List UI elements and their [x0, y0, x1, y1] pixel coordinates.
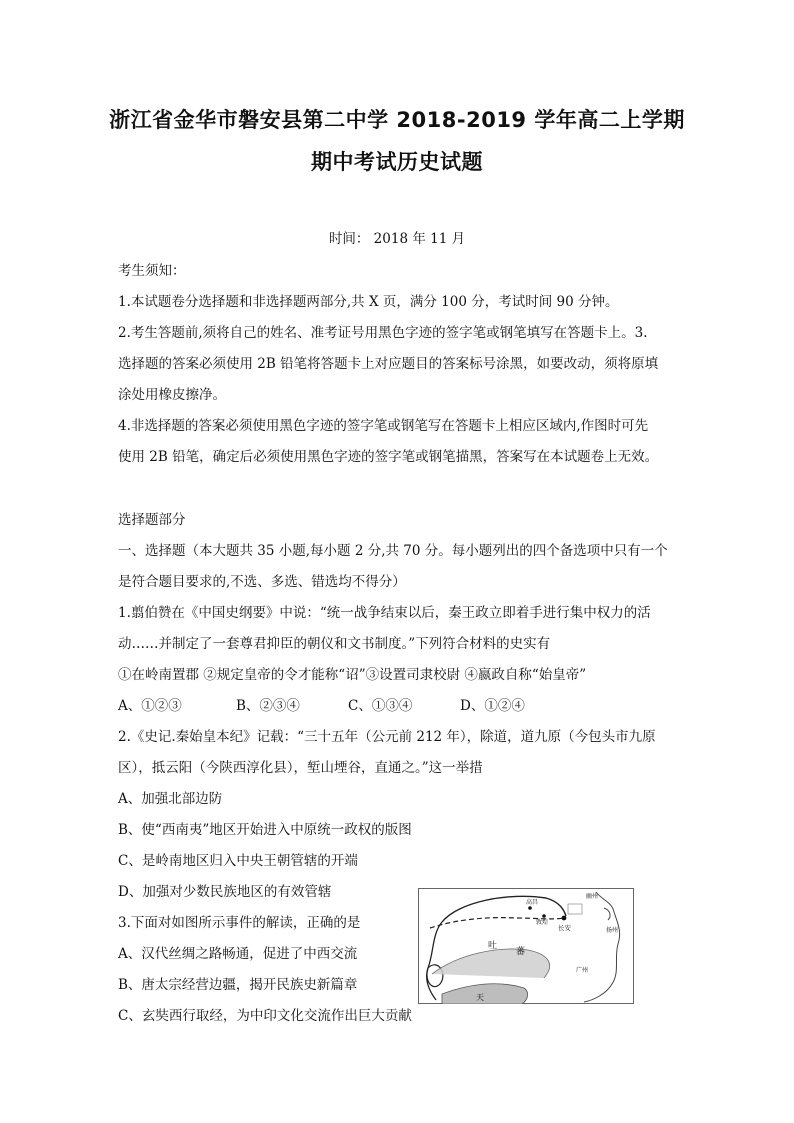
map-label-youzhou: 幽州 — [586, 893, 599, 900]
q3-option-b[interactable]: B、唐太宗经营边疆，揭开民族史新篇章 — [118, 977, 358, 993]
map-label-tian: 天 — [476, 993, 484, 1002]
q1-stem-line-2: 动……并制定了一套尊君抑臣的朝仪和文书制度。”下列符合材料的史实有 — [118, 636, 551, 652]
section-intro-line-1: 一、选择题（本大题共 35 小题,每小题 2 分,共 70 分。每小题列出的四个备选项中只有一个 — [118, 543, 668, 559]
map-label-tu: 吐 — [488, 941, 498, 951]
exam-title-line-1: 浙江省金华市磐安县第二中学 2018-2019 学年高二上学期 — [109, 108, 685, 132]
exam-title-line-2: 期中考试历史试题 — [311, 150, 483, 174]
map-label-dunhuang: 敦煌 — [536, 919, 549, 926]
q3-stem: 3.下面对如图所示事件的解读，正确的是 — [118, 915, 361, 931]
q2-option-d[interactable]: D、加强对少数民族地区的有效管辖 — [118, 884, 332, 900]
section-heading: 选择题部分 — [118, 512, 186, 528]
notice-heading: 考生须知： — [118, 263, 186, 279]
q1-stem-line-1: 1.翦伯赞在《中国史纲要》中说：“统一战争结束以后，秦王政立即着手进行集中权力的活 — [118, 605, 651, 621]
q1-items: ①在岭南置郡 ②规定皇帝的令才能称“诏”③设置司隶校尉 ④嬴政自称“始皇帝” — [118, 667, 587, 683]
notice-item-2-line-1: 2.考生答题前,须将自己的姓名、准考证号用黑色字迹的签字笔或钢笔填写在答题卡上。3. — [118, 325, 648, 341]
q1-option-b[interactable]: B、②③④ — [236, 698, 300, 714]
notice-item-4-line-2: 使用 2B 铅笔，确定后必须使用黑色字迹的签字笔或钢笔描黑，答案写在本试题卷上无效。 — [118, 449, 659, 465]
changan-dot — [562, 916, 567, 921]
exam-time: 时间： 2018 年 11 月 — [328, 231, 466, 247]
q3-option-c[interactable]: C、玄奘西行取经，为中印文化交流作出巨大贡献 — [118, 1008, 412, 1024]
q2-option-c[interactable]: C、是岭南地区归入中央王朝管辖的开端 — [118, 853, 358, 869]
q2-option-b[interactable]: B、使“西南夷”地区开始进入中原统一政权的版图 — [118, 822, 412, 838]
dunhuang-dot — [542, 914, 546, 918]
q1-option-d[interactable]: D、①②④ — [460, 698, 525, 714]
q1-option-c[interactable]: C、①③④ — [348, 698, 413, 714]
map-label-guangzhou: 广州 — [576, 967, 589, 974]
map-label-bo: 蕃 — [516, 947, 526, 957]
gaochang-dot — [528, 906, 532, 910]
q3-option-a[interactable]: A、汉代丝绸之路畅通，促进了中西交流 — [118, 946, 358, 962]
notice-item-1: 1.本试题卷分选择题和非选择题两部分,共 X 页，满分 100 分，考试时间 90 分钟。 — [118, 294, 619, 310]
notice-item-4-line-1: 4.非选择题的答案必须使用黑色字迹的签字笔或钢笔写在答题卡上相应区域内,作图时可先 — [118, 418, 649, 434]
notice-item-2-line-2: 选择题的答案必须使用 2B 铅笔将答题卡上对应题目的答案标号涂黑，如要改动，须将原填 — [118, 356, 659, 372]
q1-options — [118, 697, 525, 715]
q2-option-a[interactable]: A、加强北部边防 — [118, 791, 223, 807]
notice-item-2-line-3: 涂处用橡皮擦净。 — [118, 387, 226, 403]
map-label-gaochang: 高昌 — [526, 899, 539, 906]
map-label-changan: 长安 — [558, 924, 571, 932]
map-label-yangzhou: 扬州 — [606, 927, 619, 934]
q2-stem-line-2: 区），抵云阳（今陕西淳化县），堑山堙谷，直通之。”这一举措 — [118, 760, 483, 776]
q2-stem-line-1: 2.《史记.秦始皇本纪》记载：“三十五年（公元前 212 年），除道，道九原（今包头市九原 — [118, 729, 656, 745]
section-intro-line-2: 是符合题目要求的,不选、多选、错选均不得分） — [118, 574, 406, 590]
route-map — [418, 888, 634, 1004]
q1-option-a[interactable]: A、①②③ — [118, 698, 182, 714]
